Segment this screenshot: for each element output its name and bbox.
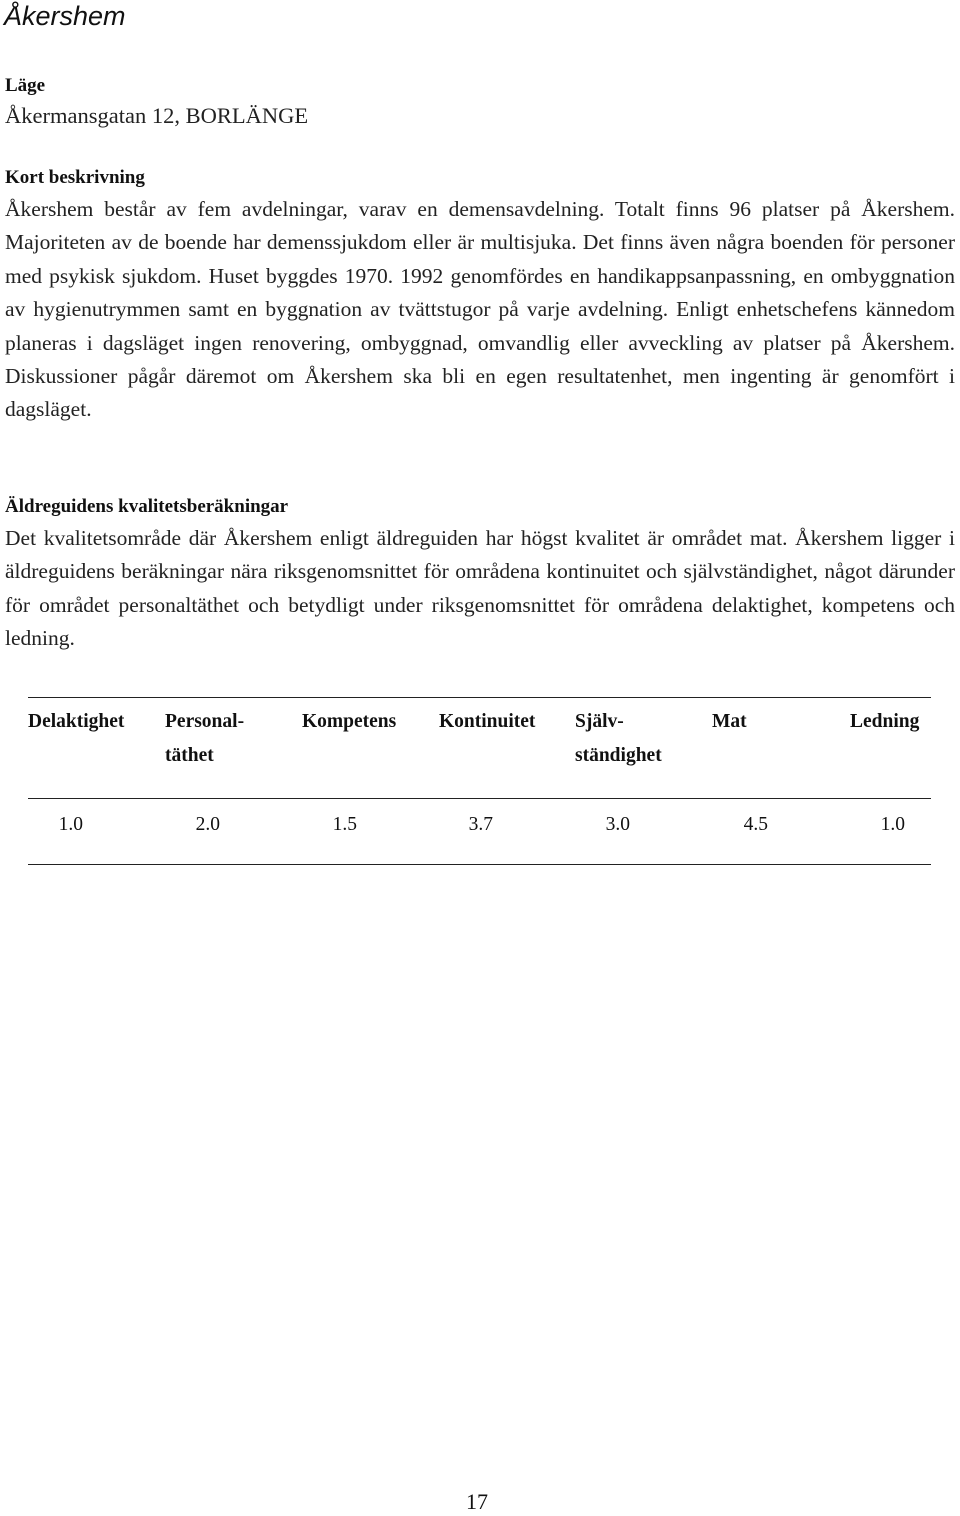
header-line: Personal- [165,711,245,732]
page-number: 17 [466,1489,488,1514]
value-delaktighet: 1.0 [58,814,83,835]
table-mid-rule [28,798,931,799]
value-sjalvstandighet: 3.0 [605,814,630,835]
value-kompetens: 1.5 [332,814,357,835]
quality-heading: Äldreguidens kvalitetsberäkningar [5,496,289,517]
value-mat: 4.5 [743,814,768,835]
header-line: Kontinuitet [439,711,536,732]
value-ledning: 1.0 [880,814,905,835]
header-line: ständighet [575,745,662,766]
page-title: Åkershem [4,1,126,31]
value-kontinuitet: 3.7 [468,814,493,835]
description-text: Åkershem består av fem avdelningar, varav en demensavdelning. Totalt finns 96 platser på Åkershem. Majoriteten av de boende har demenssjukdom eller är multisjuka. Det finns även några boenden för personer med psykisk sjukdom. Huset byggdes 1970. 1992 genomfördes en handikappsanpassning, en ombyggnation av hygienutrymmen samt en byggnation av tvättstugor på varje avdelning. Enligt enhetschefens kännedom planeras i dagsläget ingen renovering, ombyggnad, omvandlig eller avveckling av platser på Åkershem. Diskussioner pågår däremot om Åkershem ska bli en egen resultatenhet, men ingenting är genomfört i dagsläget. [5,197,955,422]
description-heading: Kort beskrivning [5,167,145,188]
header-line: Ledning [850,711,920,732]
header-ledning [850,705,919,739]
header-line: Delaktighet [28,711,125,732]
address-text: Åkermansgatan 12, BORLÄNGE [5,103,309,128]
header-line: täthet [165,745,214,766]
value-personaltathet: 2.0 [195,814,220,835]
header-line: Själv- [575,711,624,732]
header-personaltathet [165,705,244,773]
table-bottom-rule [28,864,931,865]
header-kontinuitet [439,705,535,739]
quality-text: Det kvalitetsområde där Åkershem enligt äldreguiden har högst kvalitet är området mat. Åkershem ligger i äldreguidens beräkningar nära riksgenomsnittet för områdena kontinuitet och självständighet, något därunder för området personaltäthet och betydligt under riksgenomsnittet för områdena delaktighet, kompetens och ledning. [5,526,955,651]
header-line: Kompetens [302,711,397,732]
table-top-rule [28,697,931,698]
header-mat [712,705,747,739]
location-heading: Läge [5,75,46,96]
header-delaktighet [28,705,124,739]
header-sjalvstandighet [575,705,662,773]
header-line: Mat [712,711,747,732]
header-kompetens [302,705,396,739]
